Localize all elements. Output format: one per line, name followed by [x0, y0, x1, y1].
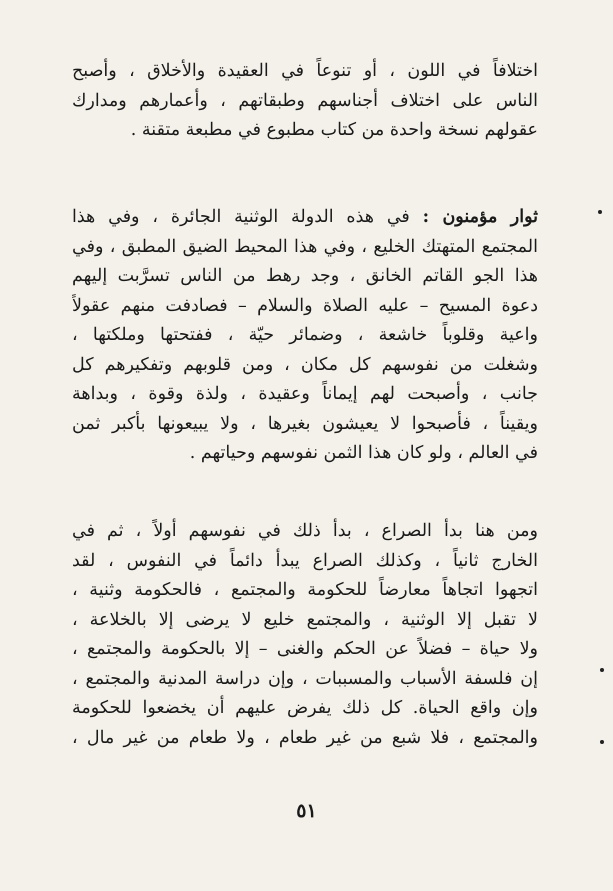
text-line: واعية وقلوباً خاشعة ، وضمائر حيّة ، ففتحتها وملكتها ، [72, 325, 538, 345]
page-number: ٥١ [296, 800, 317, 822]
paragraph-faithful-rebels [72, 203, 538, 469]
text-line-rest: في هذه الدولة الوثنية الجائرة ، وفي هذا [72, 207, 423, 227]
text-line: ولا حياة – فضلاً عن الحكم والغنى – إلا بالحكومة والمجتمع ، [72, 639, 538, 659]
text-line: ويقيناً ، فأصبحوا لا يعيشون بغيرها ، ولا يبيعونها بأكبر ثمن [72, 413, 538, 434]
section-lead-heading: ثوار مؤمنون : [422, 207, 538, 227]
text-line: لا تقبل إلا الوثنية ، والمجتمع خليع لا يرضى إلا بالخلاعة ، [72, 609, 538, 630]
text-line: اختلافاً في اللون ، أو تنوعاً في العقيدة والأخلاق ، وأصبح [72, 61, 538, 81]
text-line: الخارج ثانياً ، وكذلك الصراع يبدأ دائماً في النفوس ، لقد [72, 550, 538, 571]
text-line: في العالم ، ولو كان هذا الثمن نفوسهم وحياتهم . [189, 443, 538, 463]
scan-speck [598, 210, 602, 214]
paragraph-struggle [72, 517, 538, 753]
text-line: الناس على اختلاف أجناسهم وطبقاتهم ، وأعمارهم ومدارك [72, 90, 538, 111]
text-line: وشغلت من نفوسهم كل مكان ، ومن قلوبهم وتفكيرهم كل [72, 354, 538, 375]
text-line: ومن هنا بدأ الصراع ، بدأ ذلك في نفوسهم أولاً ، ثم في [72, 521, 538, 541]
text-line-first [72, 203, 538, 233]
text-line: اتجهوا اتجاهاً معارضاً للحكومة والمجتمع ، فالحكومة وثنية ، [72, 580, 538, 600]
scan-speck [600, 668, 604, 672]
text-line: هذا الجو القاتم الخانق ، وجد رهط من الناس تسرَّبت إليهم [72, 266, 538, 286]
scan-speck [600, 740, 604, 744]
text-line: وإن واقع الحياة. كل ذلك يفرض عليهم أن يخضعوا للحكومة [72, 698, 538, 718]
text-line: عقولهم نسخة واحدة من كتاب مطبوع في مطبعة متقنة . [130, 120, 538, 140]
paragraph-continued [72, 57, 538, 146]
text-line: والمجتمع ، فلا شبع من غير طعام ، ولا طعام من غير مال ، [72, 727, 538, 748]
text-line: دعوة المسيح – عليه الصلاة والسلام – فصادفت منهم عقولاً [72, 295, 538, 316]
text-line: جانب ، وأصبحت لهم إيماناً وعقيدة ، ولذة وقوة ، وبداهة [72, 384, 538, 404]
text-line: إن فلسفة الأسباب والمسببات ، وإن دراسة المدنية والمجتمع ، [72, 668, 538, 689]
text-line: المجتمع المتهتك الخليع ، وفي هذا المحيط الضيق المطبق ، وفي [72, 236, 538, 257]
